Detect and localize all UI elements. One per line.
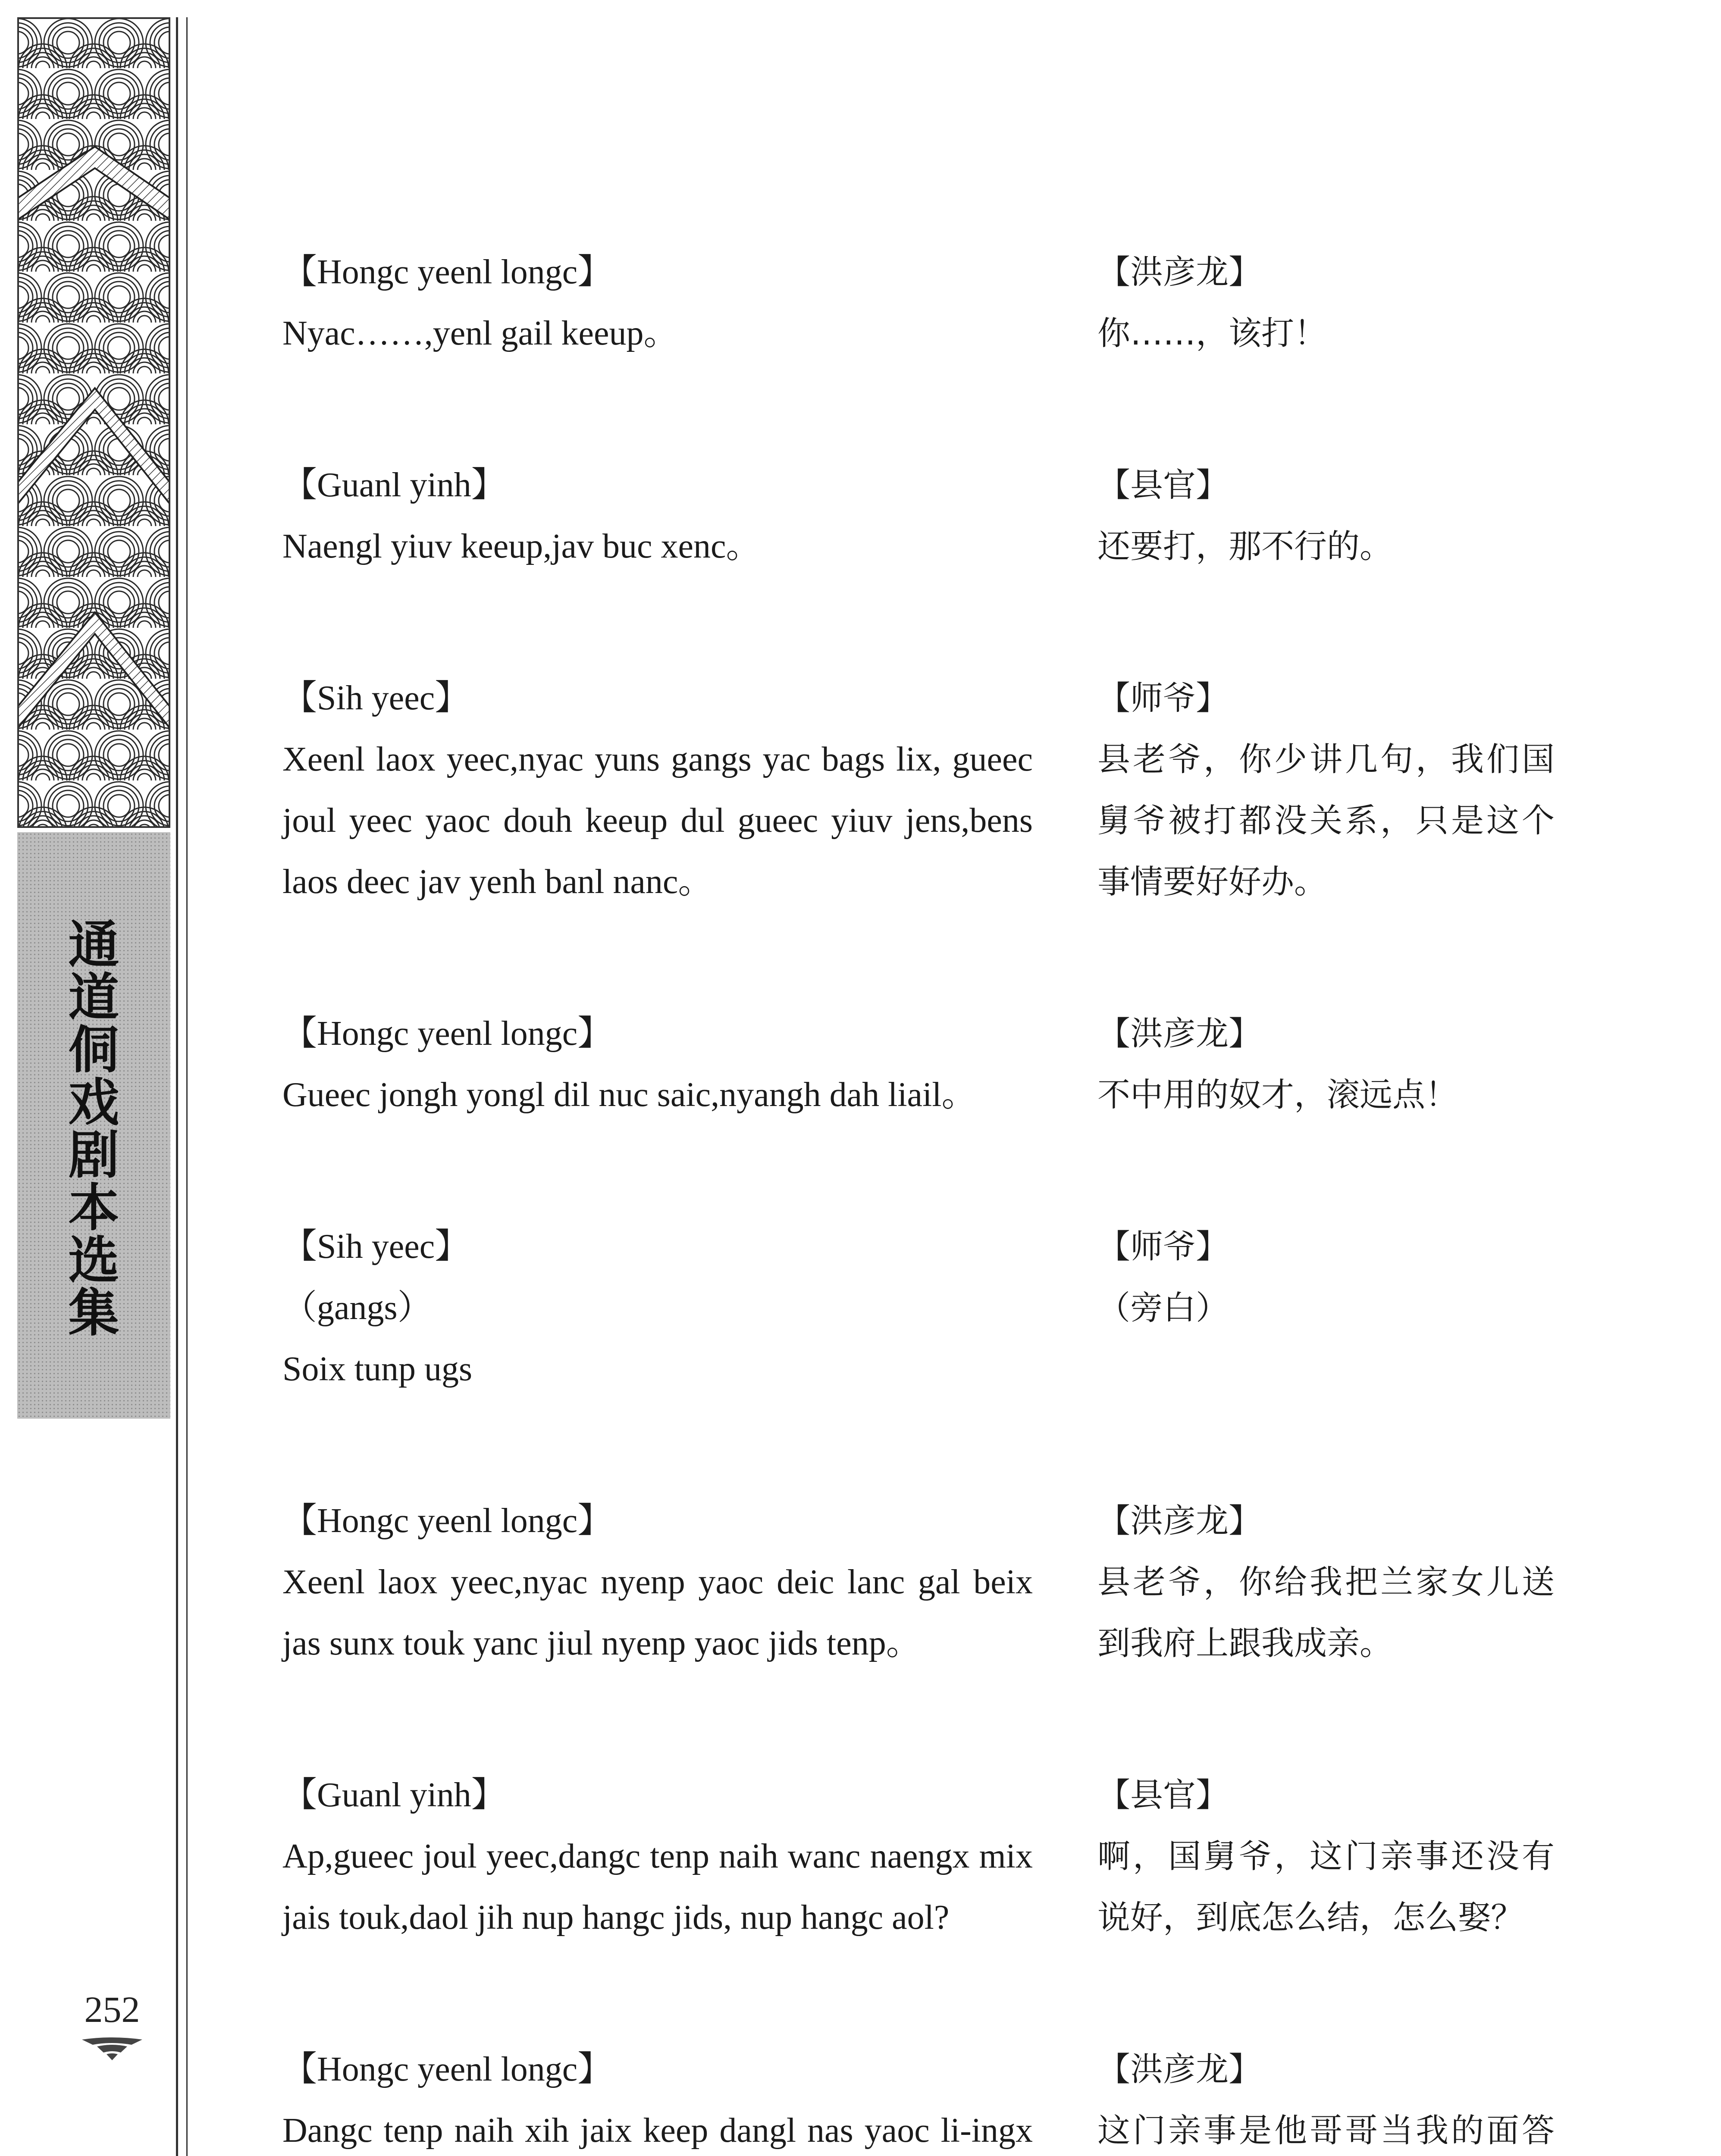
- dong-column: [282, 667, 1033, 912]
- dong-column: [282, 2039, 1033, 2156]
- dialogue-entry: [282, 454, 1555, 577]
- book-title: [17, 915, 170, 1343]
- zh-text: 啊，国舅爷，这门亲事还没有说好，到底怎么结，怎么娶？: [1097, 1837, 1555, 1937]
- dialogue: [282, 241, 1555, 2156]
- zh-column: [1097, 454, 1555, 577]
- zh-column: [1097, 1764, 1555, 1948]
- zh-text: （旁白）: [1097, 1288, 1229, 1327]
- book-title-char: 侗: [68, 1020, 119, 1080]
- sidebar-rule: [186, 17, 188, 2156]
- zh-column: [1097, 241, 1555, 364]
- zh-text: 还要打，那不行的。: [1097, 527, 1392, 565]
- page-ornament-icon: [80, 2035, 144, 2061]
- dialogue-entry: [282, 1216, 1555, 1400]
- zh-speaker: 【师爷】: [1097, 1227, 1229, 1266]
- book-title-char: 选: [68, 1230, 119, 1290]
- book-title-block: [17, 832, 170, 1419]
- dong-column: [282, 1490, 1033, 1674]
- dong-speaker: 【Hongc yeenl longc】: [282, 253, 612, 291]
- dong-speaker: 【Guanl yinh】: [282, 1776, 506, 1814]
- zh-speaker: 【洪彦龙】: [1097, 1501, 1261, 1540]
- sidebar: [0, 0, 181, 2156]
- zh-speaker: 【洪彦龙】: [1097, 1014, 1261, 1053]
- zh-column: [1097, 1216, 1555, 1400]
- zh-speaker: 【县官】: [1097, 1776, 1229, 1814]
- dong-speaker: 【Sih yeec】: [282, 1228, 470, 1266]
- dong-text: Xeenl laox yeec,nyac yuns gangs yac bags lix, gueec joul yeec yaoc douh keeup dul gueec yiuv jens,bens laos deec jav yenh banl nanc。: [282, 740, 1033, 901]
- dialogue-entry: [282, 1764, 1555, 1948]
- dialogue-entry: [282, 1003, 1555, 1125]
- dong-text: Naengl yiuv keeup,jav buc xenc。: [282, 527, 761, 565]
- zh-speaker: 【县官】: [1097, 466, 1229, 504]
- book-title-char: 道: [68, 967, 119, 1027]
- dong-text: Dangc tenp naih xih jaix keep dangl nas yaoc li-ingx: [282, 2112, 1033, 2150]
- book-title-char: 通: [68, 915, 119, 975]
- dong-speaker: 【Guanl yinh】: [282, 466, 506, 504]
- dialogue-entry: [282, 1490, 1555, 1674]
- book-title-char: 剧: [68, 1125, 119, 1185]
- zh-text: 这门亲事是他哥哥当我的面答: [1097, 2111, 1555, 2150]
- zh-column: [1097, 1003, 1555, 1125]
- page-number: 252: [84, 1989, 140, 2030]
- book-title-char: 戏: [68, 1072, 119, 1132]
- dong-text: Xeenl laox yeec,nyac nyenp yaoc deic lanc gal beix jas sunx touk yanc jiul nyenp yaoc jids tenp。: [282, 1563, 1033, 1662]
- book-title-char: 本: [68, 1178, 119, 1238]
- dialogue-entry: [282, 2039, 1555, 2156]
- dong-text-extra: Soix tunp ugs: [282, 1350, 473, 1388]
- dong-speaker: 【Hongc yeenl longc】: [282, 1015, 612, 1053]
- dong-text: Nyac……,yenl gail keeup。: [282, 314, 678, 352]
- dialogue-entry: [282, 667, 1555, 912]
- dong-speaker: 【Sih yeec】: [282, 679, 470, 717]
- sidebar-rule: [176, 17, 178, 2156]
- dong-text: （gangs）: [282, 1289, 432, 1327]
- dong-speaker: 【Hongc yeenl longc】: [282, 1502, 612, 1540]
- zh-speaker: 【师爷】: [1097, 679, 1229, 717]
- zh-text: 县老爷，你给我把兰家女儿送到我府上跟我成亲。: [1097, 1563, 1555, 1662]
- zh-speaker: 【洪彦龙】: [1097, 253, 1261, 291]
- zh-text: 不中用的奴才，滚远点！: [1097, 1075, 1458, 1114]
- dong-speaker: 【Hongc yeenl longc】: [282, 2050, 612, 2088]
- zh-text: 县老爷，你少讲几句，我们国舅爷被打都没关系，只是这个事情要好好办。: [1097, 740, 1555, 901]
- dialogue-entry: [282, 241, 1555, 364]
- zh-column: [1097, 2039, 1555, 2156]
- dong-text: Gueec jongh yongl dil nuc saic,nyangh dah liail。: [282, 1076, 976, 1114]
- dong-column: [282, 454, 1033, 577]
- zh-speaker: 【洪彦龙】: [1097, 2050, 1261, 2088]
- dong-column: [282, 1216, 1033, 1400]
- dong-column: [282, 241, 1033, 364]
- dong-column: [282, 1764, 1033, 1948]
- zh-column: [1097, 667, 1555, 912]
- book-title-char: 集: [68, 1283, 119, 1343]
- zh-text: 你……，该打！: [1097, 314, 1327, 352]
- dong-text: Ap,gueec joul yeec,dangc tenp naih wanc naengx mix jais touk,daol jih nup hangc jids, nup hangc aol?: [282, 1837, 1033, 1937]
- dong-column: [282, 1003, 1033, 1125]
- cloud-pattern-ornament: [17, 17, 170, 828]
- zh-column: [1097, 1490, 1555, 1674]
